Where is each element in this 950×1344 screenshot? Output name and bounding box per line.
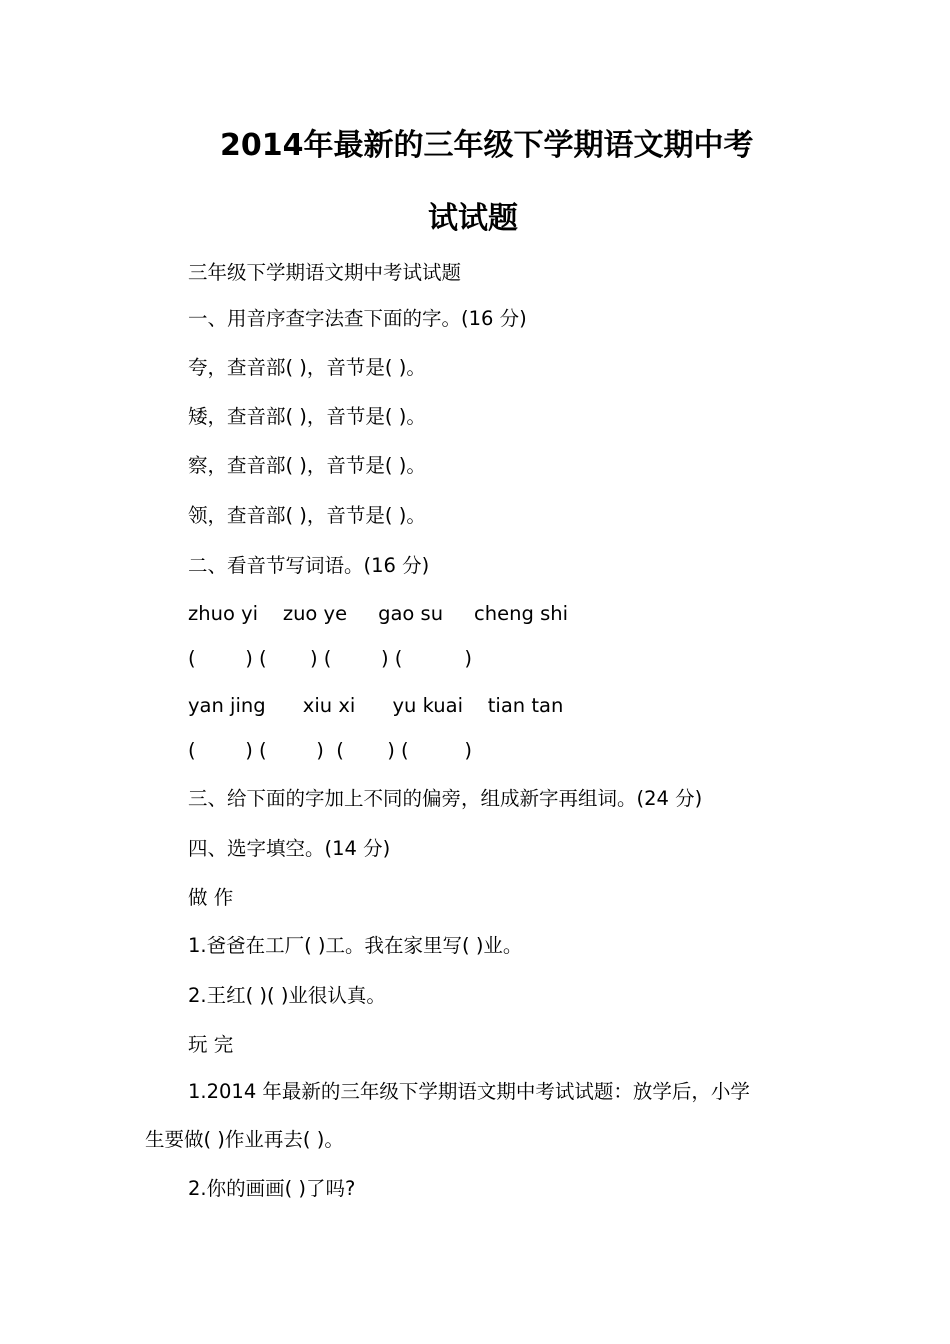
answer-blanks-row: ( ) ( ) ( ) ( ) [188, 739, 473, 762]
question-line: 夸，查音部( )，音节是( )。 [188, 356, 426, 379]
section-2-heading: 二、看音节写词语。(16 分) [188, 554, 430, 577]
question-line: 察，查音部( )，音节是( )。 [188, 454, 426, 477]
pinyin-row: yan jing xiu xi yu kuai tian tan [188, 694, 564, 717]
document-title-line-2: 试试题 [428, 201, 518, 236]
question-line: 2.你的画画( )了吗? [188, 1177, 356, 1200]
pinyin-row: zhuo yi zuo ye gao su cheng shi [188, 602, 569, 625]
question-line: 2.王红( )( )业很认真。 [188, 984, 386, 1007]
subtitle-line: 三年级下学期语文期中考试试题 [188, 261, 462, 284]
section-1-heading: 一、用音序查字法查下面的字。(16 分) [188, 307, 527, 330]
section-4-heading: 四、选字填空。(14 分) [188, 837, 391, 860]
answer-blanks-row: ( ) ( ) ( ) ( ) [188, 647, 473, 670]
section-3-heading: 三、给下面的字加上不同的偏旁，组成新字再组词。(24 分) [188, 787, 703, 810]
word-choice-pair: 玩 完 [188, 1033, 234, 1056]
word-choice-pair: 做 作 [188, 886, 234, 909]
question-line: 领，查音部( )，音节是( )。 [188, 504, 426, 527]
document-title-line-1: 2014年最新的三年级下学期语文期中考 [220, 128, 754, 163]
question-line: 1.2014 年最新的三年级下学期语文期中考试试题：放学后，小学 [188, 1080, 750, 1103]
question-line: 矮，查音部( )，音节是( )。 [188, 405, 426, 428]
question-line: 1.爸爸在工厂( )工。我在家里写( )业。 [188, 934, 523, 957]
question-line-continued: 生要做( )作业再去( )。 [145, 1128, 344, 1151]
